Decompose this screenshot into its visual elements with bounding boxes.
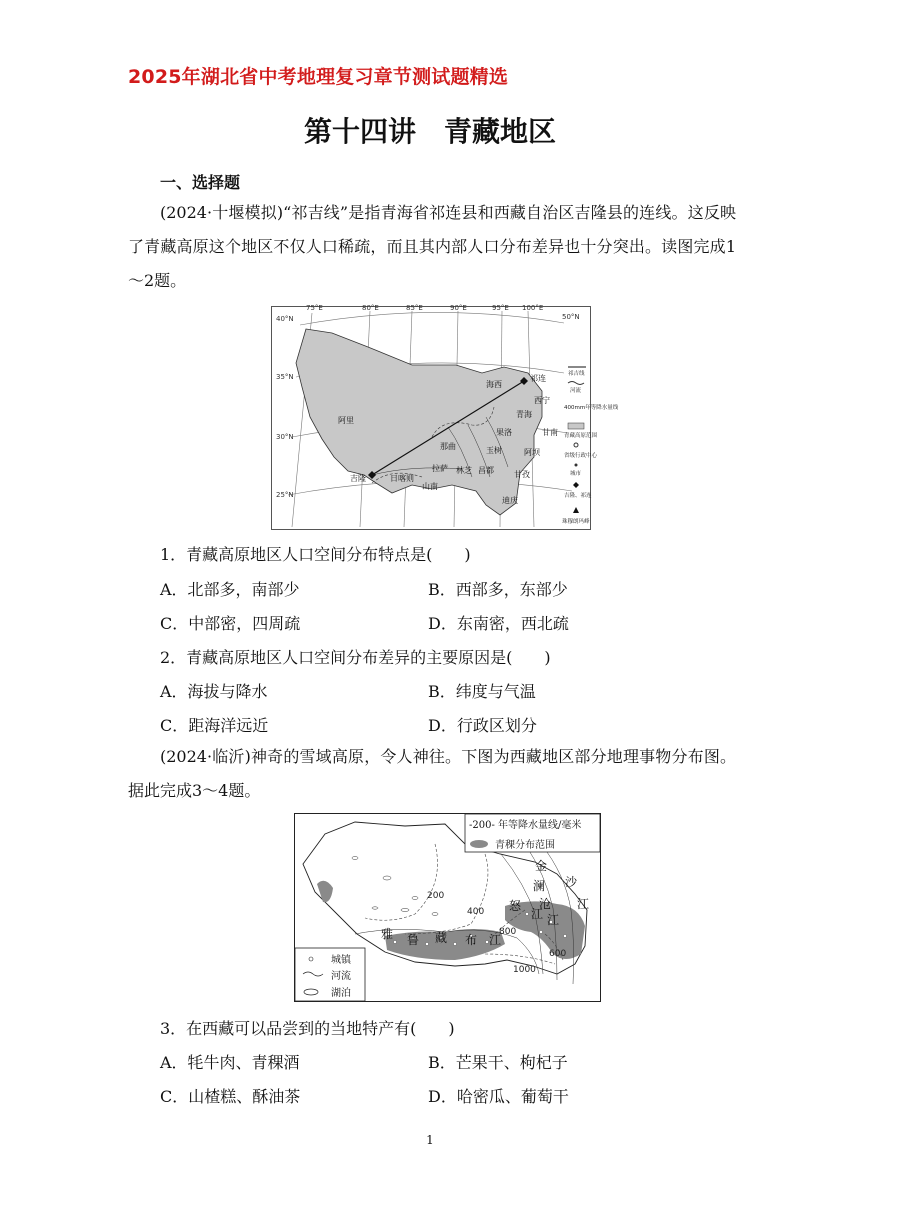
place-label: 拉萨 <box>432 464 448 473</box>
lon-label: 95°E <box>492 304 509 312</box>
isohyet-label: 800 <box>499 927 517 937</box>
river-char: 沙 <box>565 875 578 889</box>
river-char: 江 <box>577 897 590 911</box>
place-label: 青海 <box>516 410 532 419</box>
q3-option-c[interactable]: C．山楂糕、酥油茶 <box>160 1087 301 1106</box>
question-2-stem: 2．青藏高原地区人口空间分布差异的主要原因是( ) <box>160 648 551 667</box>
map-tibet-features <box>294 813 601 1002</box>
place-label: 甘孜 <box>514 470 530 479</box>
river-char: 藏 <box>435 931 448 945</box>
river-char: 雅 <box>381 927 394 941</box>
map1-graphic <box>272 304 619 529</box>
lat-label: 25°N <box>276 491 294 499</box>
river-char: 怒 <box>509 899 522 913</box>
lon-label: 80°E <box>362 304 379 312</box>
place-label: 吉隆 <box>350 474 366 483</box>
place-label: 昌都 <box>478 466 494 475</box>
lesson-title-text: 第十四讲 青藏地区 <box>303 115 556 148</box>
legend-label: 400mm年等降水量线 <box>564 405 619 411</box>
q1-option-d[interactable]: D．东南密，西北疏 <box>428 614 569 633</box>
lesson-title <box>0 110 910 150</box>
q1-option-b[interactable]: B．西部多，东部少 <box>428 580 568 599</box>
place-label: 果洛 <box>496 428 512 437</box>
river-char: 江 <box>489 933 502 947</box>
lon-label: 100°E <box>522 304 544 312</box>
isohyet-label: 200 <box>427 891 445 901</box>
q3-option-d[interactable]: D．哈密瓜、葡萄干 <box>428 1087 569 1106</box>
place-label: 祁连 <box>530 374 546 383</box>
legend-isohyet: -200- 年等降水量线/毫米 <box>469 820 582 831</box>
place-label: 那曲 <box>440 442 456 451</box>
place-label: 阿里 <box>338 416 354 425</box>
page-number: 1 <box>426 1133 434 1147</box>
place-label: 山南 <box>422 482 438 491</box>
lat-label: 35°N <box>276 373 294 381</box>
place-label: 海西 <box>486 380 502 389</box>
isohyet-label: 400 <box>467 907 485 917</box>
place-label: 日喀则 <box>390 474 414 483</box>
q2-option-b[interactable]: B．纬度与气温 <box>428 682 536 701</box>
legend-town: 城镇 <box>331 955 351 966</box>
legend-label: 省级行政中心 <box>564 453 598 459</box>
river-char: 澜 <box>533 879 546 893</box>
legend-label: 河流 <box>570 388 582 394</box>
river-char: 鲁 <box>407 933 420 947</box>
q3-option-b[interactable]: B．芒果干、枸杞子 <box>428 1053 568 1072</box>
q2-option-d[interactable]: D．行政区划分 <box>428 716 537 735</box>
legend-label: 珠穆朗玛峰 <box>562 519 590 525</box>
q3-option-a[interactable]: A．牦牛肉、青稞酒 <box>160 1053 300 1072</box>
q1-option-a[interactable]: A．北部多，南部少 <box>160 580 300 599</box>
legend-label: 城市 <box>570 471 582 477</box>
plateau-region <box>296 329 542 515</box>
lat-label: 30°N <box>276 433 294 441</box>
map2-graphic <box>295 814 600 1001</box>
lon-label: 75°E <box>306 304 323 312</box>
question-3-stem: 3．在西藏可以品尝到的当地特产有( ) <box>160 1019 455 1038</box>
legend-barley: 青稞分布范围 <box>495 840 555 851</box>
legend-label: 吉隆、祁连 <box>564 493 592 499</box>
section-title: 一、选择题 <box>160 173 241 192</box>
isohyet-label: 600 <box>549 949 567 959</box>
lon-label: 90°E <box>450 304 467 312</box>
lat-label: 50°N <box>562 313 580 321</box>
river-char: 沧 <box>539 897 552 911</box>
river-char: 江 <box>531 907 544 921</box>
map-qinghai-tibet-plateau <box>271 304 619 530</box>
map2-legend-bottom <box>295 948 365 1001</box>
river-char: 布 <box>465 933 478 947</box>
legend-river: 河流 <box>331 971 351 982</box>
q2-option-a[interactable]: A．海拔与降水 <box>160 682 268 701</box>
q2-option-c[interactable]: C．距海洋远近 <box>160 716 269 735</box>
legend-label: 青藏高原范围 <box>564 433 598 439</box>
intro-paragraph-1: (2024·十堰模拟)“祁吉线”是指青海省祁连县和西藏自治区吉隆县的连线。这反映了青藏高原这个地区不仅人口稀疏，而且其内部人口分布差异也十分突出。读图完成1～2题。 <box>128 203 736 290</box>
legend-lake: 湖泊 <box>331 988 351 999</box>
intro-paragraph-2: (2024·临沂)神奇的雪域高原，令人神往。下图为西藏地区部分地理事物分布图。据此完成3～4题。 <box>128 747 736 800</box>
lat-label: 40°N <box>276 315 294 323</box>
q1-option-c[interactable]: C．中部密，四周疏 <box>160 614 301 633</box>
question-1-stem: 1．青藏高原地区人口空间分布特点是( ) <box>160 545 471 564</box>
isohyet-label: 1000 <box>513 965 536 975</box>
place-label: 玉树 <box>486 446 502 455</box>
map2-legend-top <box>465 814 600 852</box>
place-label: 迪庆 <box>502 496 518 505</box>
lon-label: 85°E <box>406 304 423 312</box>
place-label: 甘南 <box>542 428 558 437</box>
river-char: 江 <box>547 913 560 927</box>
place-label: 阿坝 <box>524 448 540 457</box>
place-label: 林芝 <box>456 466 472 475</box>
legend-label: 祁吉线 <box>568 371 585 377</box>
river-char: 金 <box>535 859 548 873</box>
place-label: 西宁 <box>534 396 550 405</box>
document-header: 2025年湖北省中考地理复习章节测试题精选 <box>128 66 509 88</box>
